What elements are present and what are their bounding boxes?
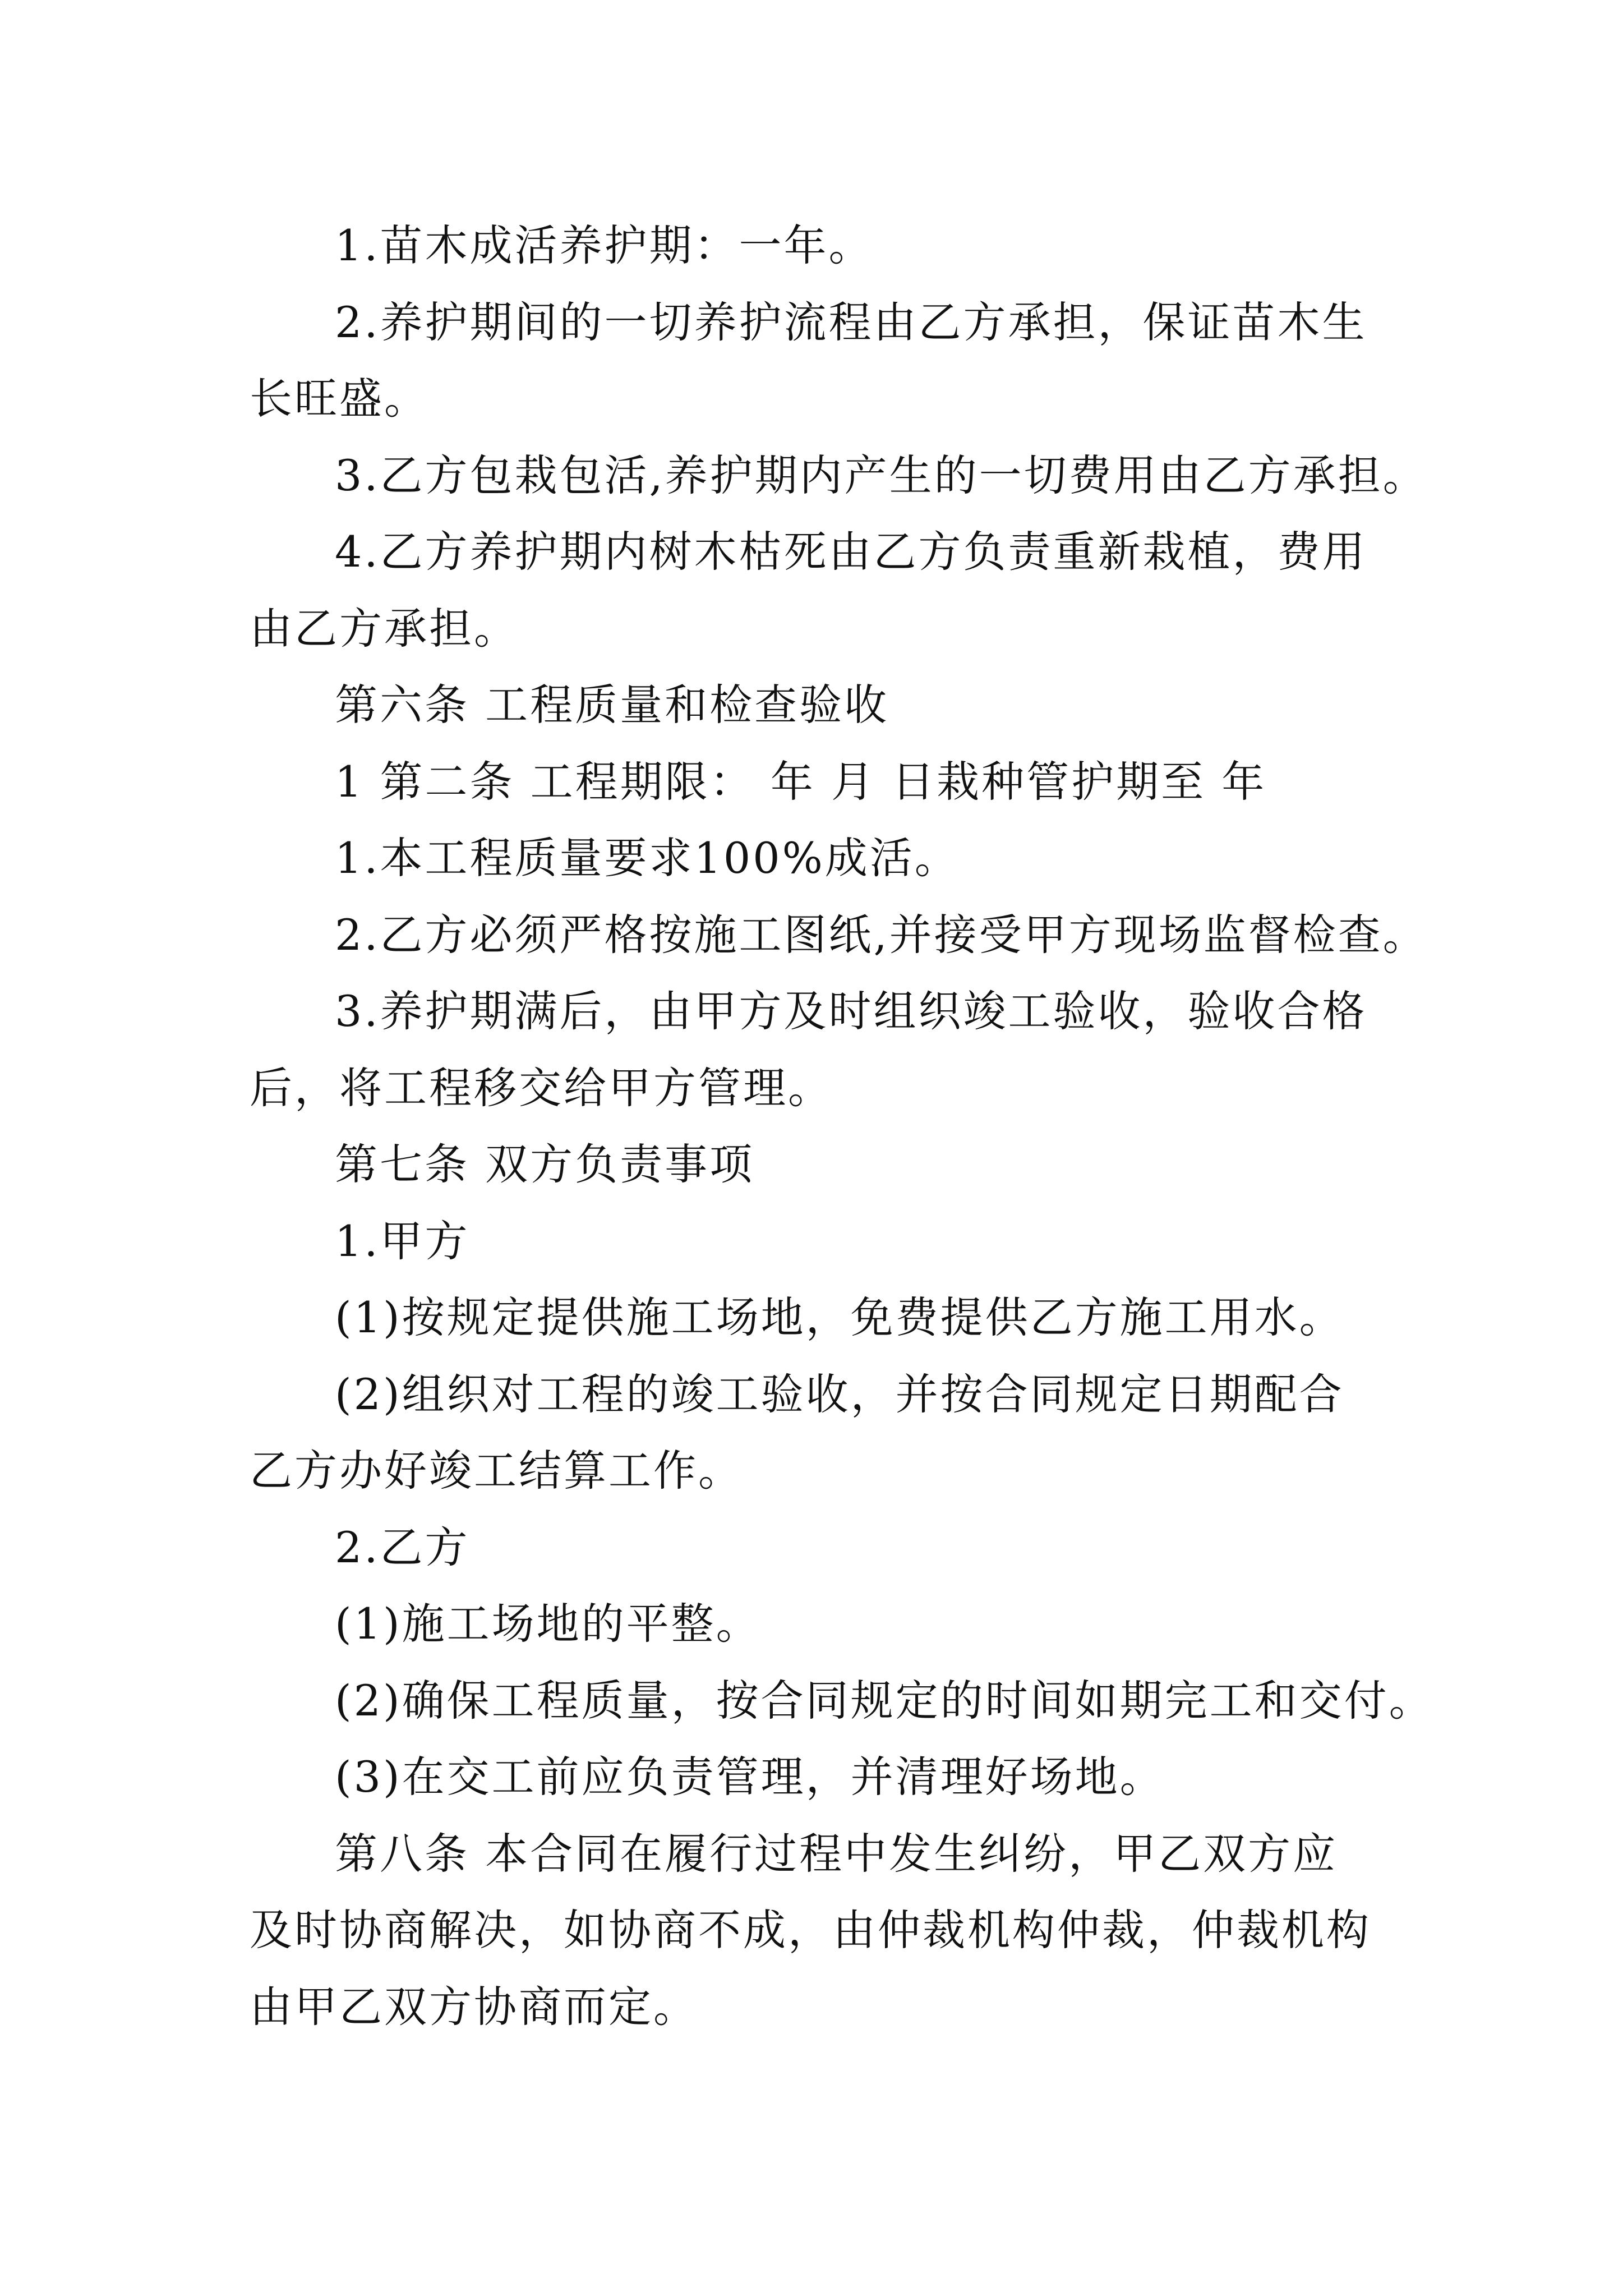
paragraph-clause-6-item-2: 2.乙方必须严格按施工图纸,并接受甲方现场监督检查。 — [335, 909, 1428, 960]
paragraph-term-line: 1 第二条 工程期限： 年 月 日栽种管护期至 年 — [335, 756, 1267, 807]
paragraph-clause-5-item-2: 2.养护期间的一切养护流程由乙方承担，保证苗木生长旺盛。 — [250, 297, 1367, 424]
paragraph-clause-5-item-4: 4.乙方养护期内树木枯死由乙方负责重新栽植，费用由乙方承担。 — [250, 527, 1367, 654]
clause-7-heading: 第七条 双方负责事项 — [335, 1139, 755, 1189]
party-a-heading: 1.甲方 — [335, 1216, 470, 1266]
clause-6-heading: 第六条 工程质量和检查验收 — [335, 680, 889, 730]
party-a-item-2: (2)组织对工程的竣工验收，并按合同规定日期配合乙方办好竣工结算工作。 — [250, 1369, 1344, 1496]
party-b-heading: 2.乙方 — [335, 1522, 470, 1572]
party-a-item-1: (1)按规定提供施工场地，免费提供乙方施工用水。 — [335, 1292, 1344, 1342]
clause-8-paragraph: 第八条 本合同在履行过程中发生纠纷，甲乙双方应及时协商解决，如协商不成，由仲裁机构仲裁，仲裁机构由甲乙双方协商而定。 — [250, 1828, 1371, 2032]
party-b-item-3: (3)在交工前应负责管理，并清理好场地。 — [335, 1752, 1165, 1802]
document-body — [250, 208, 1434, 2045]
paragraph-clause-6-item-1: 1.本工程质量要求100%成活。 — [335, 833, 960, 883]
paragraph-clause-5-item-1: 1.苗木成活养护期：一年。 — [335, 220, 874, 270]
paragraph-clause-5-item-3: 3.乙方包栽包活,养护期内产生的一切费用由乙方承担。 — [335, 450, 1428, 500]
paragraph-clause-6-item-3: 3.养护期满后，由甲方及时组织竣工验收，验收合格后，将工程移交给甲方管理。 — [250, 986, 1367, 1113]
party-b-item-1: (1)施工场地的平整。 — [335, 1599, 761, 1649]
party-b-item-2: (2)确保工程质量，按合同规定的时间如期完工和交付。 — [335, 1675, 1434, 1726]
